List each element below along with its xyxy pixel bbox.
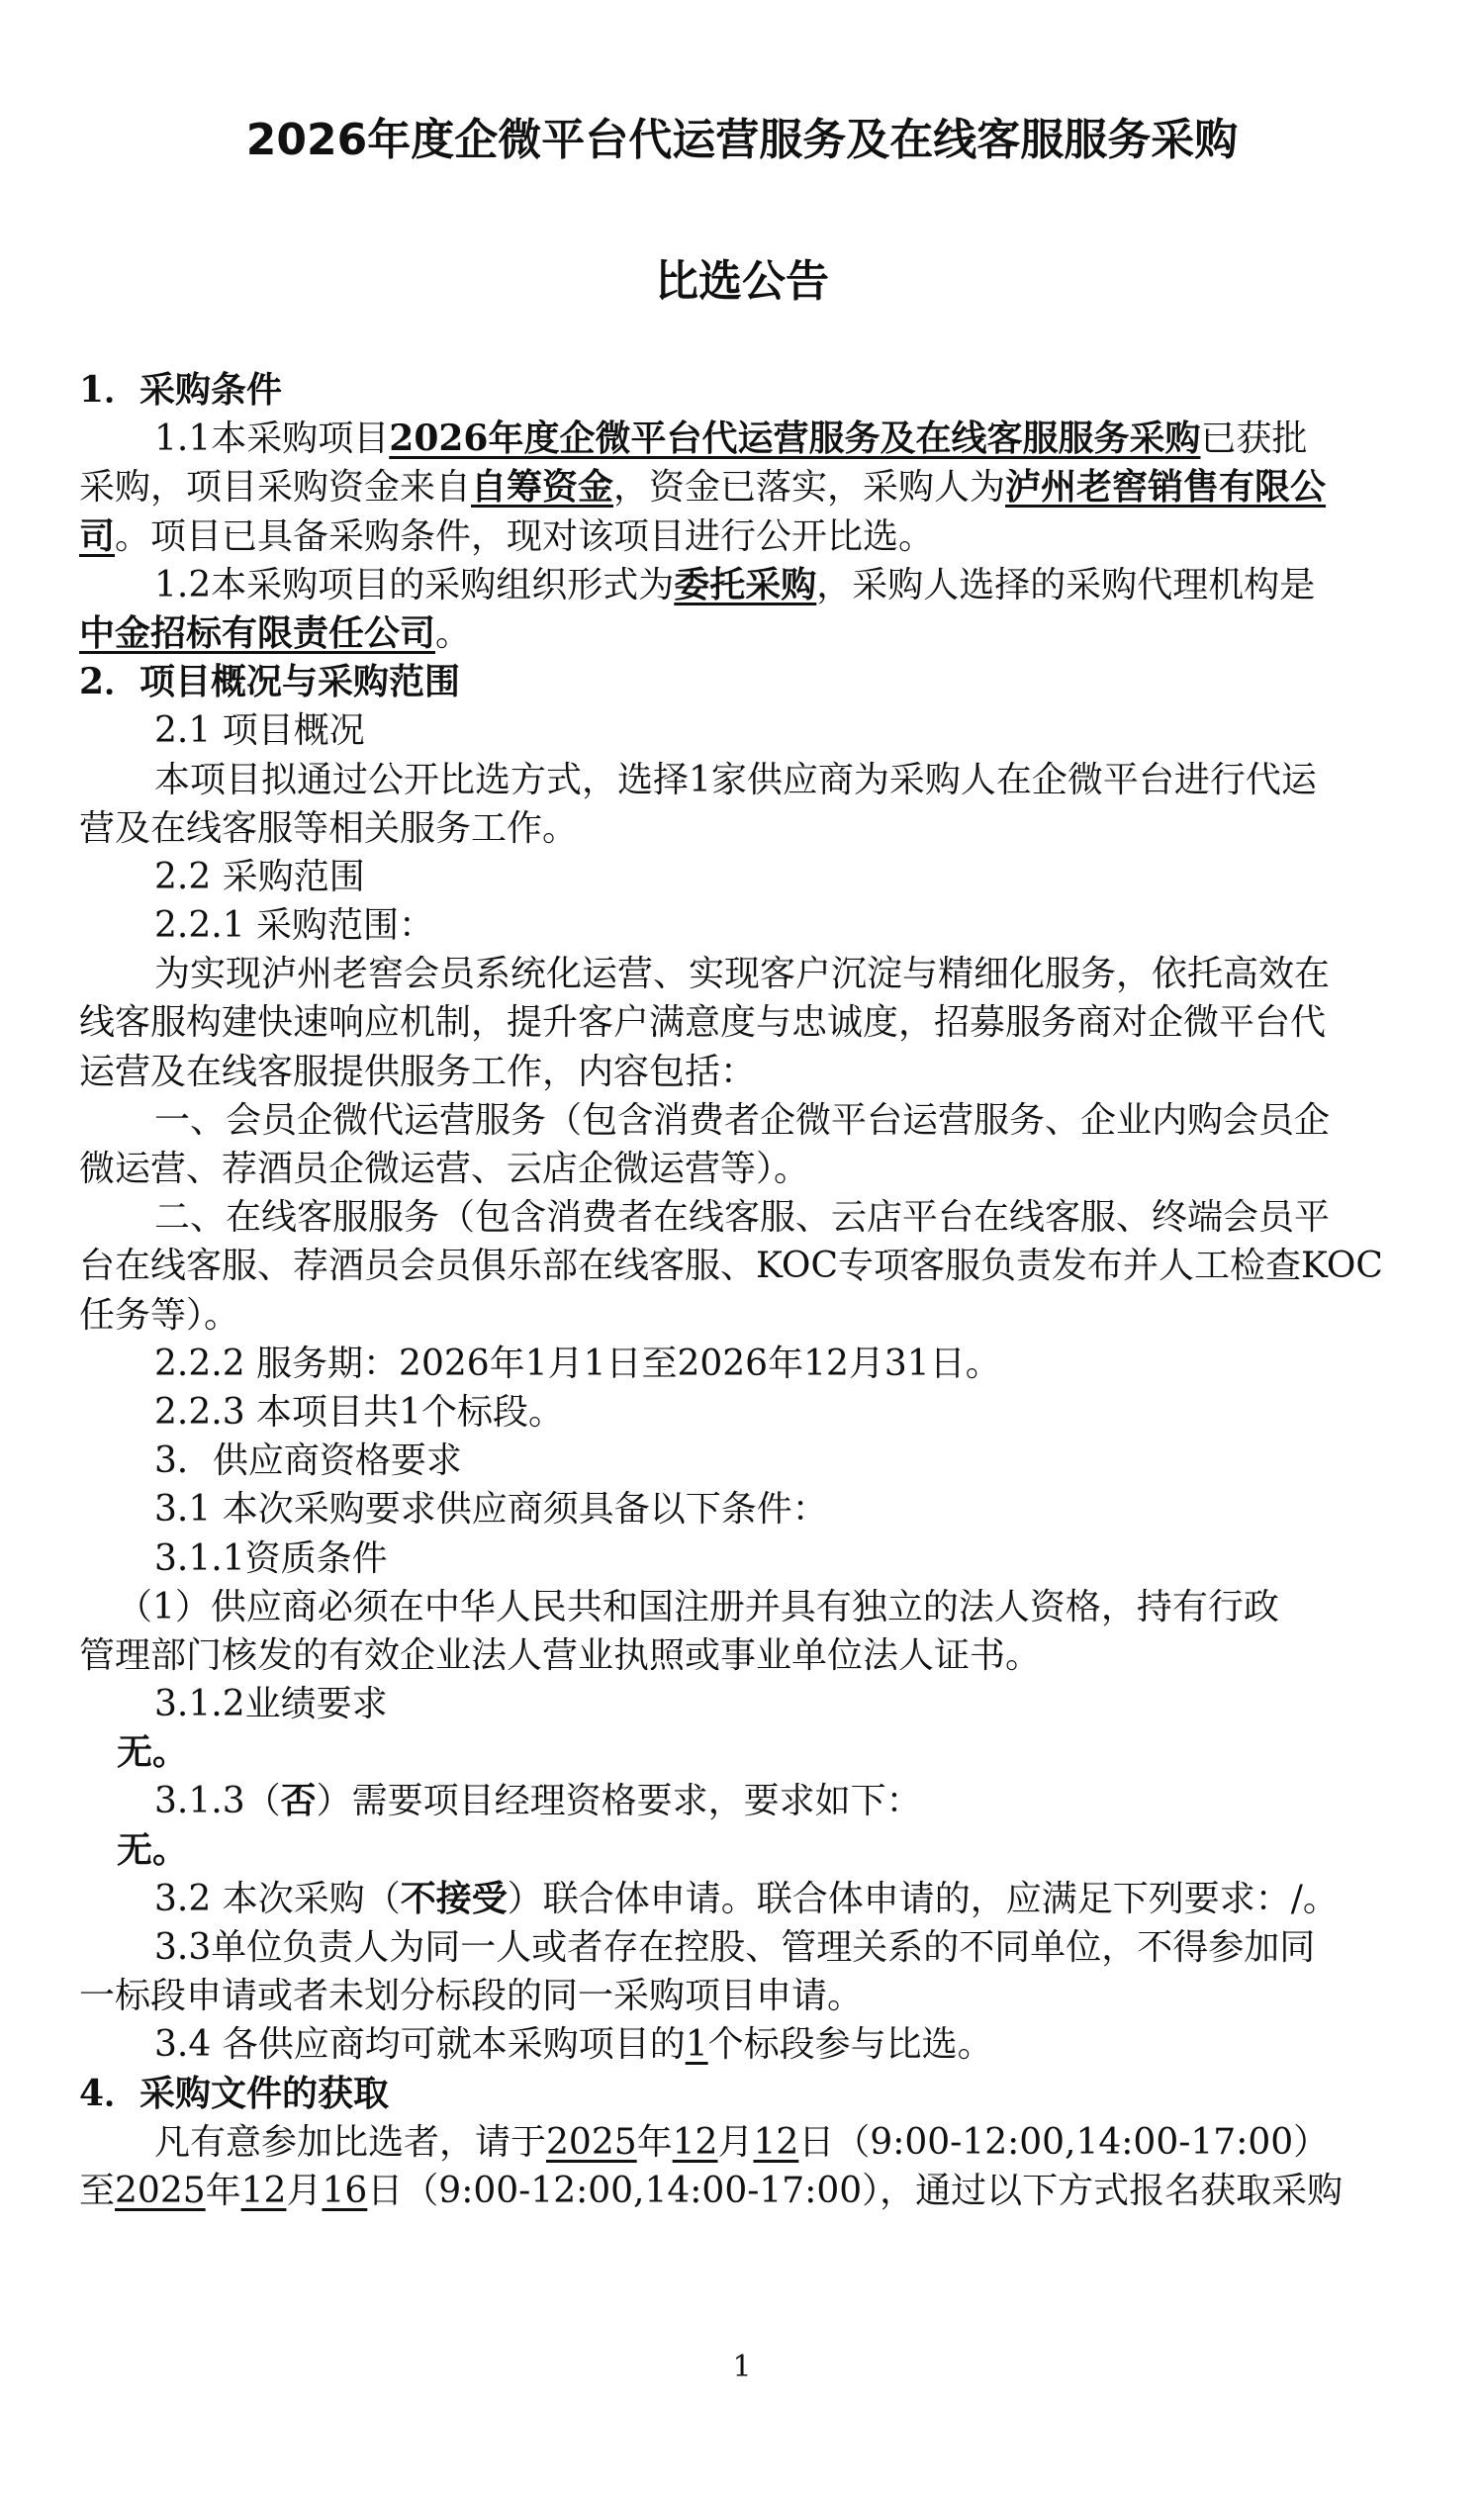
paragraph-line: 一标段申请或者未划分标段的同一采购项目申请。 [79, 1976, 864, 2017]
consortium-clause: 3.2 本次采购（不接受）联合体申请。联合体申请的，应满足下列要求：/。 [154, 1877, 1339, 1919]
consortium-flag: 不接受 [400, 1877, 508, 1919]
section-heading-1: 1．采购条件 [79, 369, 283, 411]
paragraph-line: 为实现泸州老窖会员系统化运营、实现客户沉淀与精细化服务，依托高效在 [154, 954, 1331, 995]
lot-number: 1 [685, 2024, 708, 2066]
performance-none: 无。 [117, 1731, 189, 1774]
paragraph-line: 司。项目已具备采购条件，现对该项目进行公开比选。 [79, 514, 935, 557]
pm-requirement-flag: 否 [280, 1780, 317, 1822]
fund-source: 自筹资金 [471, 466, 614, 509]
doc-subtitle: 比选公告 [655, 256, 829, 307]
pm-none: 无。 [117, 1828, 189, 1871]
registration-end: 至2025年12月16日（9:00-12:00,14:00-17:00），通过以下方式报名获取采购 [79, 2170, 1344, 2211]
paragraph-line: 采购，项目采购资金来自自筹资金，资金已落实，采购人为泸州老窖销售有限公 [79, 466, 1327, 509]
lot-count: 2.2.3 本项目共1个标段。 [154, 1391, 564, 1433]
paragraph-line: 营及在线客服等相关服务工作。 [79, 807, 579, 849]
paragraph-line: 任务等）。 [79, 1294, 240, 1336]
paragraph-line: （1）供应商必须在中华人民共和国注册并具有独立的法人资格，持有行政 [117, 1586, 1279, 1627]
paragraph-line: 本项目拟通过公开比选方式，选择1家供应商为采购人在企微平台进行代运 [154, 759, 1317, 800]
lot-participation: 3.4 各供应商均可就本采购项目的1个标段参与比选。 [154, 2024, 993, 2066]
doc-title: 2026年度企微平台代运营服务及在线客服服务采购 [245, 115, 1239, 165]
registration-start: 凡有意参加比选者，请于2025年12月12日（9:00-12:00,14:00-17:00） [154, 2121, 1330, 2163]
paragraph-line: 3.3单位负责人为同一人或者存在控股、管理关系的不同单位，不得参加同 [154, 1927, 1316, 1968]
subheading-2-1: 2.1 项目概况 [154, 710, 365, 752]
paragraph-line: 运营及在线客服提供服务工作，内容包括： [79, 1051, 757, 1092]
agency-name: 中金招标有限责任公司 [79, 611, 436, 654]
section-heading-2: 2．项目概况与采购范围 [79, 661, 461, 703]
page-number: 1 [732, 2350, 752, 2384]
paragraph-line: 线客服构建快速响应机制，提升客户满意度与忠诚度，招募服务商对企微平台代 [79, 1002, 1327, 1044]
subheading-2-2: 2.2 采购范围 [154, 856, 365, 897]
subheading-3-1: 3.1 本次采购要求供应商须具备以下条件： [154, 1489, 828, 1531]
paragraph-line: 一、会员企微代运营服务（包含消费者企微平台运营服务、企业内购会员企 [154, 1099, 1331, 1141]
paragraph-1-1: 1.1本采购项目2026年度企微平台代运营服务及在线客服服务采购已获批 [154, 418, 1308, 460]
section-heading-4: 4．采购文件的获取 [79, 2072, 390, 2114]
paragraph-line: 二、在线客服服务（包含消费者在线客服、云店平台在线客服、终端会员平 [154, 1197, 1331, 1239]
document-body [79, 366, 1405, 2215]
section-heading-3: 3．供应商资格要求 [154, 1440, 462, 1482]
paragraph-line: 微运营、荐酒员企微运营、云店企微运营等）。 [79, 1149, 810, 1189]
buyer-name: 泸州老窖销售有限公 [1005, 466, 1327, 509]
buyer-name-end: 司 [79, 514, 116, 557]
paragraph-line: 台在线客服、荐酒员会员俱乐部在线客服、KOC专项客服负责发布并人工检查KOC [79, 1246, 1383, 1287]
procurement-form: 委托采购 [674, 563, 817, 605]
subheading-2-2-1: 2.2.1 采购范围： [154, 905, 435, 947]
paragraph-1-2: 1.2本采购项目的采购组织形式为委托采购，采购人选择的采购代理机构是 [154, 563, 1316, 605]
subheading-3-1-3: 3.1.3（否）需要项目经理资格要求，要求如下： [154, 1780, 922, 1822]
subheading-3-1-2: 3.1.2业绩要求 [154, 1684, 388, 1725]
service-period: 2.2.2 服务期：2026年1月1日至2026年12月31日。 [154, 1343, 1001, 1384]
paragraph-line: 中金招标有限责任公司。 [79, 611, 472, 654]
project-name: 2026年度企微平台代运营服务及在线客服服务采购 [389, 418, 1201, 460]
paragraph-line: 管理部门核发的有效企业法人营业执照或事业单位法人证书。 [79, 1634, 1042, 1676]
subheading-3-1-1: 3.1.1资质条件 [154, 1537, 388, 1579]
